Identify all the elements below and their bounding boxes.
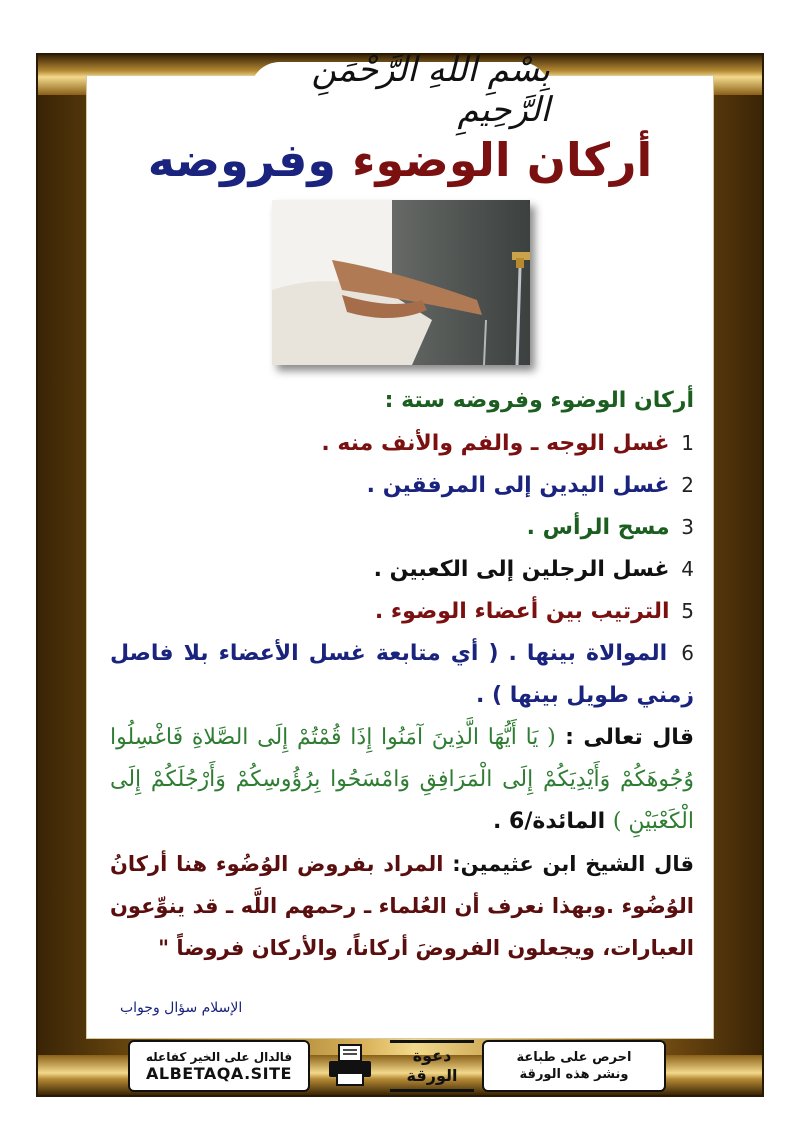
sheikh-quote <box>110 843 694 969</box>
sheikh-text: المراد بفروض الوُضُوء هنا أركانُ الوُضُوء .وبهذا نعرف أن العُلماء ـ رحمهم اللَّه ـ قد ينوِّعون العبارات، ويجعلون الفروضَ أركاناً، والأركان فروضاً " <box>110 852 694 960</box>
list-item <box>110 422 694 464</box>
logo-line-1: دعوة <box>412 1046 452 1065</box>
article-body <box>110 380 694 1020</box>
footer-site-motto: فالدال على الخير كفاعله <box>145 1049 293 1064</box>
footer-bar <box>128 1040 674 1092</box>
title-part-2: وفروضه <box>147 133 336 187</box>
list-item <box>110 632 694 717</box>
list-item-text: غسل اليدين إلى المرفقين . <box>366 473 670 498</box>
wudu-photo <box>272 200 530 365</box>
footer-note-line-2: ونشر هذه الورقة <box>519 1067 629 1082</box>
list-item-number: 6 <box>681 641 694 665</box>
printer-icon-graphic <box>325 1043 375 1089</box>
list-item-text: غسل الرجلين إلى الكعبين . <box>373 557 670 582</box>
footer-site-url[interactable]: ALBETAQA.SITE <box>146 1063 292 1083</box>
quran-quote <box>110 717 694 843</box>
list-item <box>110 548 694 590</box>
list-item-number: 2 <box>681 473 694 497</box>
quote-reference: المائدة/6 . <box>492 809 606 834</box>
list-item-number: 4 <box>681 557 694 581</box>
list-item <box>110 506 694 548</box>
list-item <box>110 590 694 632</box>
list-item-number: 3 <box>681 515 694 539</box>
title-part-1: أركان الوضوء <box>352 133 653 187</box>
printer-icon <box>318 1040 382 1092</box>
list-item-text: الموالاة بينها . ( أي متابعة غسل الأعضاء بلا فاصل زمني طويل بينها ) . <box>110 641 694 708</box>
footer-site-box[interactable] <box>128 1040 310 1092</box>
source-credit: الإسلام سؤال وجواب <box>120 1000 243 1016</box>
quote-text: ( يَا أَيُّهَا الَّذِينَ آمَنُوا إِذَا قُمْتُمْ إِلَى الصَّلاةِ فَاغْسِلُوا وُجُوهَكُمْ وَأَيْدِيَكُمْ إِلَى الْمَرَافِقِ وَامْسَحُوا بِرُؤُوسِكُمْ وَأَرْجُلَكُمْ إِلَى الْكَعْبَيْنِ ) <box>110 725 694 834</box>
dawa-paper-logo <box>390 1040 474 1092</box>
sheikh-lead: قال الشيخ ابن عثيمين: <box>452 852 694 876</box>
quote-lead: قال تعالى : <box>565 725 694 750</box>
footer-note-line-1: احرص على طباعة <box>516 1050 632 1065</box>
footer-print-note <box>482 1040 666 1092</box>
list-item-text: غسل الوجه ـ والفم والأنف منه . <box>321 431 670 456</box>
intro-line: أركان الوضوء وفروضه ستة : <box>384 388 694 413</box>
basmala-calligraphy: بِسْمِ اللهِ الرَّحْمَنِ الرَّحِيمِ <box>250 62 550 118</box>
list-item-text: مسح الرأس . <box>526 515 670 540</box>
list-item-number: 1 <box>681 431 694 455</box>
list-item <box>110 464 694 506</box>
list-item-text: الترتيب بين أعضاء الوضوء . <box>374 599 670 624</box>
logo-line-2: الورقة <box>406 1066 458 1085</box>
page-title <box>86 125 714 195</box>
list-item-number: 5 <box>681 599 694 623</box>
wudu-photo-illustration <box>272 200 530 365</box>
